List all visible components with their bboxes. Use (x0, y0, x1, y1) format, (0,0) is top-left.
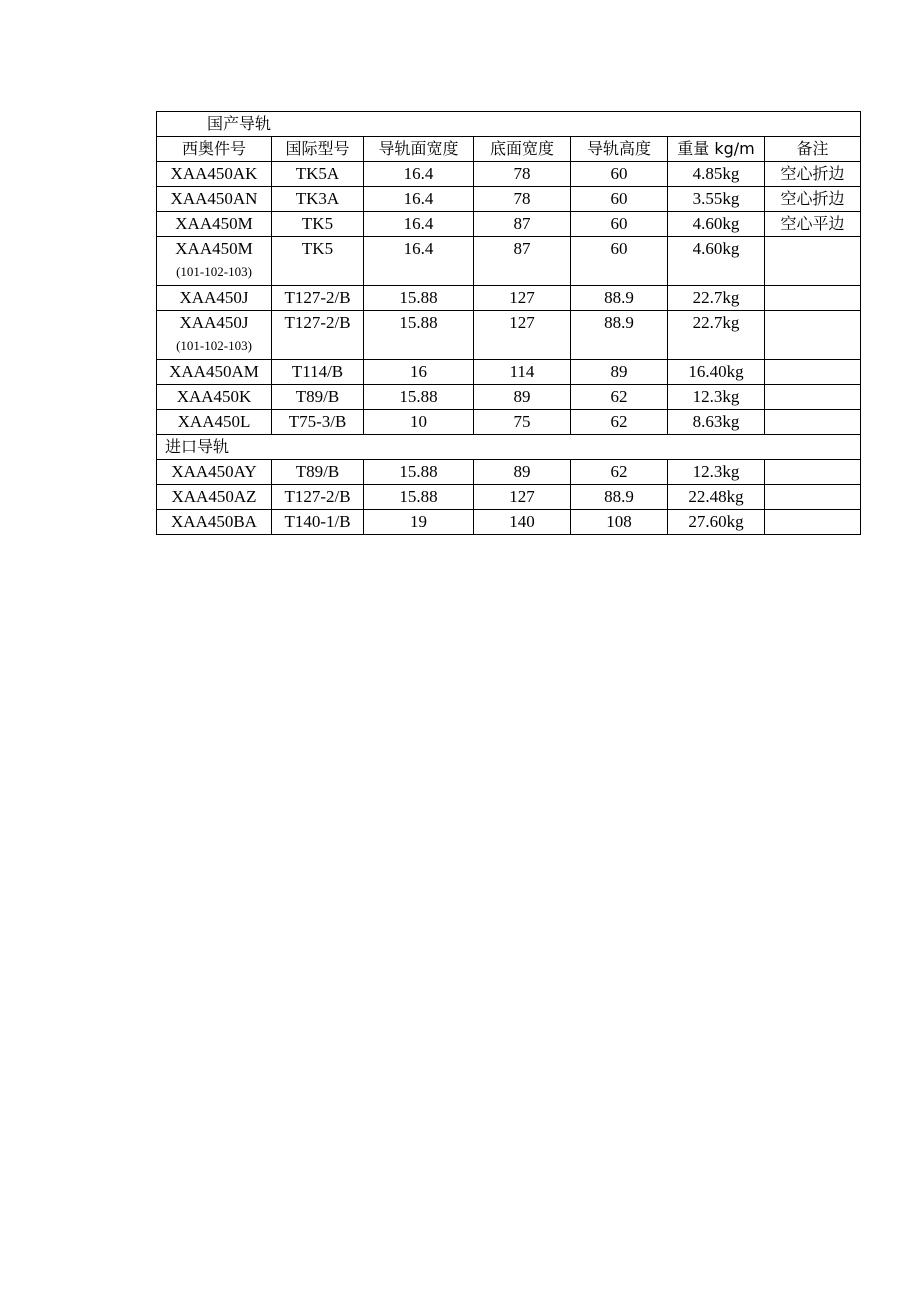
cell-weight: 4.60kg (668, 212, 765, 237)
cell-base-width: 127 (474, 286, 571, 311)
cell-base-width: 78 (474, 187, 571, 212)
cell-remarks (765, 410, 861, 435)
cell-model: TK5 (272, 212, 364, 237)
cell-face-width: 16 (364, 360, 474, 385)
cell-remarks (765, 510, 861, 535)
cell-part-number: XAA450J (157, 286, 272, 311)
cell-model: TK5A (272, 162, 364, 187)
cell-weight: 4.85kg (668, 162, 765, 187)
cell-weight: 4.60kg (668, 237, 765, 286)
cell-face-width: 16.4 (364, 212, 474, 237)
cell-remarks (765, 485, 861, 510)
cell-part-number (157, 311, 272, 360)
cell-weight: 27.60kg (668, 510, 765, 535)
cell-part-number (157, 237, 272, 286)
cell-height: 88.9 (571, 286, 668, 311)
table-row (157, 410, 861, 435)
cell-base-width: 87 (474, 212, 571, 237)
cell-model: T75-3/B (272, 410, 364, 435)
cell-height: 88.9 (571, 311, 668, 360)
cell-weight: 3.55kg (668, 187, 765, 212)
table-row (157, 212, 861, 237)
cell-part-number: XAA450K (157, 385, 272, 410)
cell-height: 108 (571, 510, 668, 535)
cell-part-number: XAA450M (157, 212, 272, 237)
table-row (157, 460, 861, 485)
cell-part-number: XAA450AY (157, 460, 272, 485)
header-international-model: 国际型号 (272, 137, 364, 162)
section-title-domestic: 国产导轨 (157, 112, 861, 137)
cell-height: 89 (571, 360, 668, 385)
cell-base-width: 140 (474, 510, 571, 535)
cell-model: TK3A (272, 187, 364, 212)
table-row (157, 360, 861, 385)
part-number-main: XAA450J (179, 313, 249, 332)
cell-base-width: 89 (474, 385, 571, 410)
cell-part-number: XAA450AM (157, 360, 272, 385)
cell-model: T114/B (272, 360, 364, 385)
part-number-suffix: (101-102-103) (176, 264, 252, 279)
section-title-imported: 进口导轨 (157, 435, 861, 460)
header-weight: 重量 kg/m (668, 137, 765, 162)
cell-model: T89/B (272, 385, 364, 410)
cell-model: T140-1/B (272, 510, 364, 535)
cell-model: TK5 (272, 237, 364, 286)
cell-remarks: 空心折边 (765, 162, 861, 187)
cell-weight: 22.48kg (668, 485, 765, 510)
cell-height: 60 (571, 162, 668, 187)
cell-face-width: 15.88 (364, 485, 474, 510)
cell-face-width: 15.88 (364, 286, 474, 311)
cell-base-width: 127 (474, 311, 571, 360)
cell-weight: 12.3kg (668, 460, 765, 485)
section-row-imported (157, 435, 861, 460)
header-base-width: 底面宽度 (474, 137, 571, 162)
cell-height: 62 (571, 385, 668, 410)
cell-face-width: 15.88 (364, 311, 474, 360)
cell-face-width: 16.4 (364, 237, 474, 286)
header-row (157, 137, 861, 162)
cell-model: T127-2/B (272, 286, 364, 311)
cell-height: 88.9 (571, 485, 668, 510)
section-row-domestic (157, 112, 861, 137)
part-number-suffix: (101-102-103) (176, 338, 252, 353)
table-row (157, 237, 861, 286)
cell-base-width: 127 (474, 485, 571, 510)
table-row (157, 510, 861, 535)
table-row (157, 162, 861, 187)
cell-weight: 22.7kg (668, 311, 765, 360)
cell-base-width: 114 (474, 360, 571, 385)
table-row (157, 385, 861, 410)
cell-model: T127-2/B (272, 485, 364, 510)
header-rail-height: 导轨高度 (571, 137, 668, 162)
cell-remarks: 空心平边 (765, 212, 861, 237)
cell-weight: 8.63kg (668, 410, 765, 435)
cell-base-width: 75 (474, 410, 571, 435)
cell-height: 60 (571, 237, 668, 286)
cell-base-width: 87 (474, 237, 571, 286)
cell-part-number: XAA450L (157, 410, 272, 435)
cell-weight: 22.7kg (668, 286, 765, 311)
table-row (157, 311, 861, 360)
cell-face-width: 19 (364, 510, 474, 535)
cell-face-width: 16.4 (364, 162, 474, 187)
part-number-main: XAA450M (175, 239, 253, 258)
cell-base-width: 89 (474, 460, 571, 485)
cell-height: 60 (571, 187, 668, 212)
cell-model: T127-2/B (272, 311, 364, 360)
cell-base-width: 78 (474, 162, 571, 187)
header-part-number: 西奥件号 (157, 137, 272, 162)
cell-part-number: XAA450AN (157, 187, 272, 212)
table-row (157, 485, 861, 510)
header-rail-face-width: 导轨面宽度 (364, 137, 474, 162)
cell-part-number: XAA450BA (157, 510, 272, 535)
cell-part-number: XAA450AK (157, 162, 272, 187)
cell-face-width: 15.88 (364, 460, 474, 485)
cell-remarks (765, 286, 861, 311)
cell-model: T89/B (272, 460, 364, 485)
cell-remarks (765, 385, 861, 410)
cell-height: 60 (571, 212, 668, 237)
cell-weight: 16.40kg (668, 360, 765, 385)
cell-remarks: 空心折边 (765, 187, 861, 212)
header-remarks: 备注 (765, 137, 861, 162)
cell-face-width: 15.88 (364, 385, 474, 410)
cell-face-width: 10 (364, 410, 474, 435)
cell-remarks (765, 460, 861, 485)
table-row (157, 187, 861, 212)
cell-height: 62 (571, 460, 668, 485)
cell-part-number: XAA450AZ (157, 485, 272, 510)
cell-remarks (765, 237, 861, 286)
cell-height: 62 (571, 410, 668, 435)
guide-rail-table (156, 111, 861, 535)
table-row (157, 286, 861, 311)
cell-remarks (765, 311, 861, 360)
cell-face-width: 16.4 (364, 187, 474, 212)
cell-weight: 12.3kg (668, 385, 765, 410)
cell-remarks (765, 360, 861, 385)
